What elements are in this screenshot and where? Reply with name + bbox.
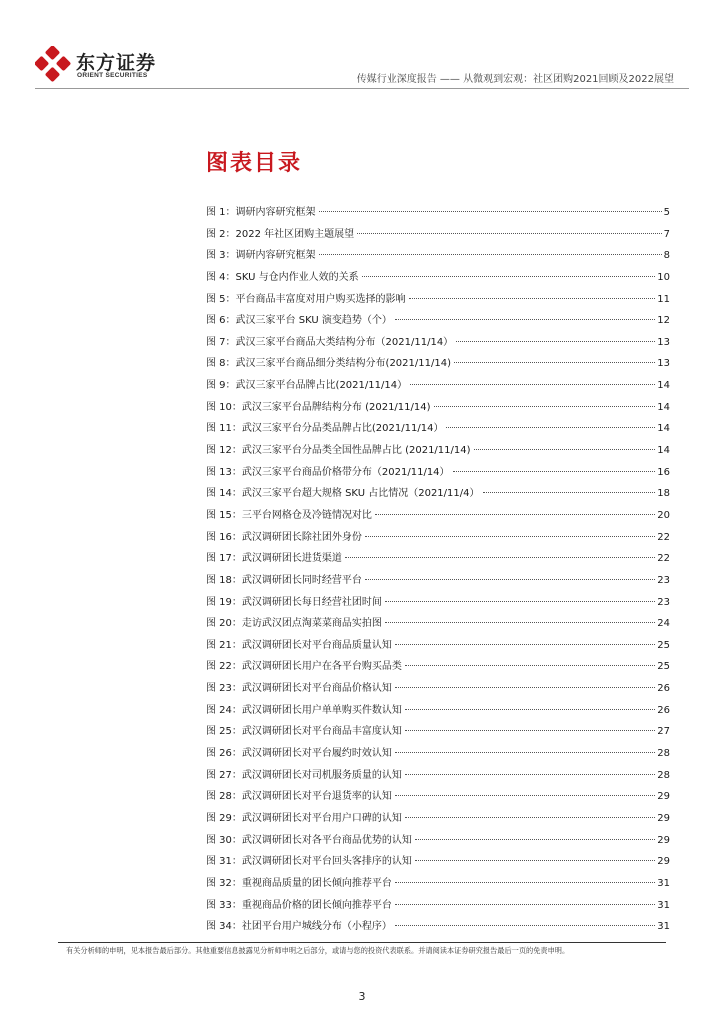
- logo-english-name: ORIENT SECURITIES: [77, 72, 148, 79]
- page-number: 3: [358, 990, 366, 1003]
- toc-entry-number: 图 25：: [206, 726, 242, 738]
- toc-leader-dots: [395, 319, 655, 320]
- toc-entry[interactable]: [206, 419, 670, 441]
- toc-entry-title: 武汉调研团长对平台退货率的认知: [241, 791, 392, 803]
- toc-leader-dots: [410, 384, 655, 385]
- header-divider: [35, 88, 689, 89]
- toc-entry-title: 武汉三家平台商品价格带分布（2021/11/14）: [241, 466, 450, 478]
- toc-entry-page: 29: [657, 812, 670, 824]
- toc-entry-page: 14: [657, 445, 670, 457]
- toc-entry-page: 31: [657, 899, 670, 911]
- toc-leader-dots: [375, 514, 655, 515]
- toc-entry-number: 图 2：: [206, 228, 236, 240]
- toc-entry-title: 武汉三家平台 SKU 演变趋势（个）: [235, 315, 392, 327]
- orient-securities-logo: [35, 46, 160, 86]
- toc-entry-number: 图 13：: [206, 466, 242, 478]
- toc-entry-title: 武汉调研团长用户在各平台购买品类: [241, 661, 402, 673]
- toc-entry[interactable]: [206, 896, 670, 918]
- toc-leader-dots: [454, 362, 655, 363]
- toc-entry-title: 武汉三家平台超大规格 SKU 占比情况（2021/11/4）: [241, 488, 480, 500]
- toc-entry-page: 12: [657, 315, 670, 327]
- toc-leader-dots: [405, 774, 655, 775]
- toc-leader-dots: [395, 752, 655, 753]
- toc-leader-dots: [405, 709, 655, 710]
- toc-entry[interactable]: [206, 701, 670, 723]
- toc-leader-dots: [365, 536, 655, 537]
- toc-entry-title: 武汉三家平台品牌结构分布 (2021/11/14): [241, 401, 431, 413]
- toc-entry-number: 图 34：: [206, 921, 242, 933]
- toc-entry-title: 武汉调研团长对平台履约时效认知: [241, 748, 392, 760]
- toc-leader-dots: [395, 687, 655, 688]
- toc-entry-title: SKU 与仓内作业人效的关系: [235, 271, 359, 283]
- toc-entry[interactable]: [206, 766, 670, 788]
- toc-entry-number: 图 5：: [206, 293, 236, 305]
- toc-entry-title: 平台商品丰富度对用户购买选择的影响: [235, 293, 406, 305]
- toc-entry-title: 调研内容研究框架: [235, 207, 316, 218]
- toc-entry-page: 22: [657, 531, 670, 543]
- toc-entry-number: 图 24：: [206, 704, 242, 716]
- toc-entry-number: 图 27：: [206, 769, 242, 781]
- toc-leader-dots: [395, 644, 655, 645]
- toc-entry-number: 图 26：: [206, 748, 242, 760]
- toc-heading: 图表目录: [206, 151, 303, 176]
- toc-entry-title: 武汉调研团长每日经营社团时间: [241, 596, 382, 608]
- toc-leader-dots: [345, 557, 655, 558]
- toc-leader-dots: [319, 211, 662, 212]
- logo-chinese-name: 东方证券: [76, 52, 157, 74]
- toc-entry-number: 图 23：: [206, 683, 242, 695]
- toc-entry-number: 图 19：: [206, 596, 242, 608]
- toc-entry-number: 图 7：: [206, 336, 236, 348]
- toc-leader-dots: [474, 449, 656, 450]
- toc-entry-page: 8: [663, 250, 670, 262]
- toc-entry-page: 29: [657, 834, 670, 846]
- toc-entry[interactable]: [206, 506, 670, 528]
- toc-entry-title: 调研内容研究框架: [235, 250, 316, 262]
- toc-entry[interactable]: [206, 528, 670, 550]
- toc-entry-page: 14: [657, 401, 670, 413]
- toc-leader-dots: [395, 882, 655, 883]
- toc-entry-number: 图 17：: [206, 553, 242, 565]
- toc-entry[interactable]: [206, 225, 670, 247]
- toc-entry-number: 图 3：: [206, 250, 236, 262]
- toc-entry-title: 走访武汉团点淘菜菜商品实拍图: [241, 618, 382, 630]
- toc-list: [206, 203, 670, 939]
- toc-entry-title: 武汉调研团长对司机服务质量的认知: [241, 769, 402, 781]
- toc-entry-number: 图 1：: [206, 207, 236, 218]
- toc-entry-title: 重视商品价格的团长倾向推荐平台: [241, 899, 392, 911]
- toc-entry-title: 武汉调研团长进货渠道: [241, 553, 342, 565]
- toc-entry-number: 图 33：: [206, 899, 242, 911]
- toc-entry[interactable]: [206, 787, 670, 809]
- toc-leader-dots: [456, 341, 655, 342]
- toc-entry-page: 26: [657, 683, 670, 695]
- toc-entry[interactable]: [206, 549, 670, 571]
- toc-entry-number: 图 11：: [206, 423, 242, 435]
- toc-entry-title: 三平台网格仓及冷链情况对比: [241, 509, 372, 521]
- toc-entry-page: 14: [657, 380, 670, 392]
- toc-entry-number: 图 14：: [206, 488, 242, 500]
- toc-entry-page: 23: [657, 596, 670, 608]
- toc-entry-page: 25: [657, 661, 670, 673]
- toc-leader-dots: [483, 492, 656, 493]
- toc-entry-title: 武汉三家平台商品细分类结构分布(2021/11/14): [235, 358, 451, 370]
- toc-entry[interactable]: [206, 398, 670, 420]
- toc-leader-dots: [405, 665, 655, 666]
- toc-entry-title: 2022 年社区团购主题展望: [235, 228, 355, 240]
- toc-entry-number: 图 20：: [206, 618, 242, 630]
- toc-entry-title: 武汉调研团长对平台回头客排序的认知: [241, 856, 412, 868]
- toc-entry[interactable]: [206, 268, 670, 290]
- toc-leader-dots: [405, 730, 655, 731]
- toc-leader-dots: [319, 254, 662, 255]
- toc-entry-page: 10: [657, 271, 670, 283]
- toc-entry-page: 31: [657, 877, 670, 889]
- toc-entry[interactable]: [206, 722, 670, 744]
- toc-entry-number: 图 12：: [206, 445, 242, 457]
- toc-entry[interactable]: [206, 290, 670, 312]
- toc-entry-page: 13: [657, 358, 670, 370]
- toc-entry-number: 图 30：: [206, 834, 242, 846]
- toc-entry-title: 武汉调研团长除社团外身份: [241, 531, 362, 543]
- toc-entry-page: 18: [657, 488, 670, 500]
- toc-entry-page: 25: [657, 639, 670, 651]
- toc-leader-dots: [395, 795, 655, 796]
- toc-entry-number: 图 10：: [206, 401, 242, 413]
- toc-entry-page: 26: [657, 704, 670, 716]
- toc-entry-page: 27: [657, 726, 670, 738]
- toc-entry-title: 重视商品质量的团长倾向推荐平台: [241, 877, 392, 889]
- toc-entry-title: 武汉调研团长同时经营平台: [241, 574, 362, 586]
- toc-leader-dots: [446, 427, 655, 428]
- toc-leader-dots: [415, 860, 655, 861]
- toc-entry[interactable]: [206, 831, 670, 853]
- toc-entry-number: 图 28：: [206, 791, 242, 803]
- report-title: 传媒行业深度报告 —— 从微观到宏观：社区团购2021回顾及2022展望: [356, 74, 674, 85]
- toc-entry-title: 武汉调研团长对平台商品价格认知: [241, 683, 392, 695]
- toc-entry[interactable]: [206, 333, 670, 355]
- toc-entry[interactable]: [206, 657, 670, 679]
- toc-entry-title: 武汉三家平台商品大类结构分布（2021/11/14）: [235, 336, 454, 348]
- toc-entry-number: 图 9：: [206, 380, 236, 392]
- toc-entry[interactable]: [206, 636, 670, 658]
- toc-entry-page: 23: [657, 574, 670, 586]
- toc-leader-dots: [409, 298, 656, 299]
- toc-entry-title: 武汉调研团长用户单单购买件数认知: [241, 704, 402, 716]
- toc-entry-title: 武汉调研团长对平台用户口碑的认知: [241, 812, 402, 824]
- toc-entry-title: 社团平台用户城线分布（小程序）: [241, 921, 392, 933]
- toc-entry-page: 22: [657, 553, 670, 565]
- toc-entry[interactable]: [206, 593, 670, 615]
- toc-entry[interactable]: [206, 917, 670, 939]
- toc-entry-page: 29: [657, 856, 670, 868]
- toc-entry-page: 29: [657, 791, 670, 803]
- toc-entry[interactable]: [206, 441, 670, 463]
- toc-entry-number: 图 32：: [206, 877, 242, 889]
- toc-entry-page: 5: [663, 207, 670, 218]
- toc-entry-page: 31: [657, 921, 670, 933]
- toc-entry-page: 7: [663, 228, 670, 240]
- toc-leader-dots: [395, 904, 655, 905]
- toc-entry[interactable]: [206, 311, 670, 333]
- toc-entry-page: 11: [657, 293, 670, 305]
- toc-entry-number: 图 22：: [206, 661, 242, 673]
- toc-entry-number: 图 6：: [206, 315, 236, 327]
- toc-entry-page: 14: [657, 423, 670, 435]
- toc-entry[interactable]: [206, 246, 670, 268]
- toc-leader-dots: [415, 839, 655, 840]
- toc-entry-number: 图 31：: [206, 856, 242, 868]
- toc-leader-dots: [405, 817, 655, 818]
- toc-entry[interactable]: [206, 203, 670, 225]
- toc-entry-title: 武汉三家平台分品类全国性品牌占比 (2021/11/14): [241, 445, 471, 457]
- footer-divider: [58, 942, 666, 943]
- toc-leader-dots: [365, 579, 655, 580]
- toc-leader-dots: [395, 925, 655, 926]
- toc-entry[interactable]: [206, 614, 670, 636]
- toc-entry-title: 武汉调研团长对平台商品质量认知: [241, 639, 392, 651]
- toc-leader-dots: [453, 471, 656, 472]
- disclaimer-text: 有关分析师的申明，见本报告最后部分。其他重要信息披露见分析师申明之后部分，或请与您的投资代表联系。并请阅读本证券研究报告最后一页的免责申明。: [66, 946, 570, 955]
- toc-entry-page: 28: [657, 769, 670, 781]
- toc-entry-number: 图 8：: [206, 358, 236, 370]
- toc-entry-number: 图 16：: [206, 531, 242, 543]
- toc-entry-number: 图 15：: [206, 509, 242, 521]
- toc-leader-dots: [362, 276, 656, 277]
- toc-entry-page: 13: [657, 336, 670, 348]
- toc-entry[interactable]: [206, 571, 670, 593]
- toc-leader-dots: [434, 406, 656, 407]
- orient-logo-icon: [35, 46, 71, 82]
- toc-entry[interactable]: [206, 744, 670, 766]
- toc-entry-number: 图 29：: [206, 812, 242, 824]
- toc-leader-dots: [385, 601, 655, 602]
- toc-entry-page: 24: [657, 618, 670, 630]
- toc-entry-page: 16: [657, 466, 670, 478]
- toc-entry[interactable]: [206, 463, 670, 485]
- toc-entry-number: 图 4：: [206, 271, 236, 283]
- toc-entry-title: 武汉三家平台品牌占比(2021/11/14）: [235, 380, 408, 392]
- toc-entry[interactable]: [206, 874, 670, 896]
- toc-entry-number: 图 18：: [206, 574, 242, 586]
- toc-entry[interactable]: [206, 354, 670, 376]
- toc-leader-dots: [385, 622, 655, 623]
- toc-entry-number: 图 21：: [206, 639, 242, 651]
- toc-entry[interactable]: [206, 852, 670, 874]
- toc-entry-title: 武汉调研团长对平台商品丰富度认知: [241, 726, 402, 738]
- toc-entry[interactable]: [206, 376, 670, 398]
- toc-entry-page: 28: [657, 748, 670, 760]
- toc-entry[interactable]: [206, 809, 670, 831]
- toc-entry-title: 武汉三家平台分品类品牌占比(2021/11/14）: [241, 423, 444, 435]
- toc-entry[interactable]: [206, 679, 670, 701]
- toc-leader-dots: [357, 233, 661, 234]
- toc-entry-page: 20: [657, 509, 670, 521]
- toc-entry-title: 武汉调研团长对各平台商品优势的认知: [241, 834, 412, 846]
- toc-entry[interactable]: [206, 484, 670, 506]
